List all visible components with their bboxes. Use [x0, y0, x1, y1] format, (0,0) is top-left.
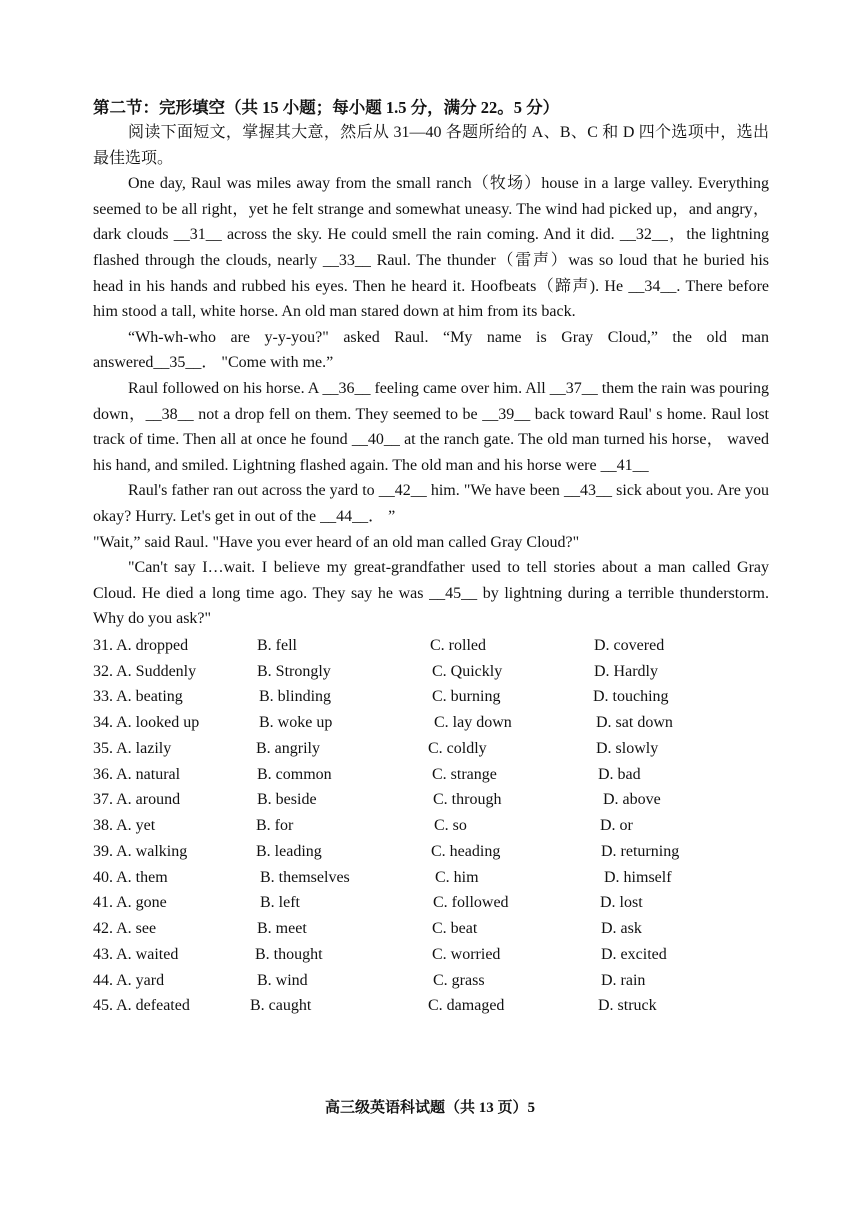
option-row-41 [93, 890, 769, 916]
option-b: B. wind [257, 971, 308, 989]
option-c: C. Quickly [432, 662, 503, 680]
option-d: D. or [600, 817, 633, 835]
option-b: B. fell [257, 636, 297, 654]
option-a: 42. A. see [93, 920, 157, 938]
option-b: B. thought [255, 945, 323, 963]
option-d: D. lost [600, 894, 643, 912]
option-a: 36. A. natural [93, 765, 181, 783]
option-b: B. angrily [256, 739, 320, 757]
option-b: B. beside [257, 791, 317, 809]
option-c: C. coldly [428, 739, 487, 757]
option-d: D. bad [598, 765, 641, 783]
option-d: D. above [603, 791, 661, 809]
option-row-34 [93, 710, 769, 736]
option-row-31 [93, 633, 769, 659]
option-row-40 [93, 865, 769, 891]
option-d: D. excited [601, 945, 667, 963]
option-row-36 [93, 762, 769, 788]
option-b: B. for [256, 817, 294, 835]
option-d: D. covered [594, 636, 665, 654]
option-c: C. through [433, 791, 502, 809]
option-c: C. beat [432, 920, 478, 938]
option-b: B. woke up [259, 714, 333, 732]
option-row-32 [93, 659, 769, 685]
option-b: B. leading [256, 842, 322, 860]
passage-paragraph-4: Raul's father ran out across the yard to __42__ him. "We have been __43__ sick about you. Are you okay? Hurry. Let's get in out of the __44__． ” [93, 482, 769, 525]
option-row-44 [93, 968, 769, 994]
option-a: 34. A. looked up [93, 714, 200, 732]
option-c: C. him [435, 868, 479, 886]
option-b: B. Strongly [257, 662, 331, 680]
option-d: D. touching [593, 688, 669, 706]
option-b: B. blinding [259, 688, 332, 706]
option-a: 31. A. dropped [93, 636, 189, 654]
option-a: 37. A. around [93, 791, 181, 809]
option-row-37 [93, 787, 769, 813]
option-d: D. ask [601, 920, 642, 938]
exam-page [93, 96, 769, 1019]
options-list [93, 633, 769, 1019]
option-a: 45. A. defeated [93, 997, 190, 1015]
option-a: 43. A. waited [93, 945, 179, 963]
option-a: 40. A. them [93, 868, 168, 886]
passage-paragraph-3: Raul followed on his horse. A __36__ feeling came over him. All __37__ them the rain was pouring down，__38__ not a drop fell on them. They seemed to be __39__ back toward Raul' s home. Raul lost track of time. Then all at once he found __40__ at the ranch gate. The old man turned his horse， waved his hand, and smiled. Lightning flashed again. The old man and his horse were __41__ [93, 379, 769, 474]
option-c: C. lay down [434, 714, 512, 732]
option-row-38 [93, 813, 769, 839]
option-row-39 [93, 839, 769, 865]
option-c: C. heading [431, 842, 501, 860]
option-d: D. Hardly [594, 662, 658, 680]
option-d: D. slowly [596, 739, 659, 757]
option-b: B. meet [257, 920, 307, 938]
passage-paragraph-5: "Wait,” said Raul. "Have you ever heard of an old man called Gray Cloud?" [93, 533, 580, 551]
option-c: C. so [434, 817, 467, 835]
option-row-33 [93, 684, 769, 710]
option-a: 38. A. yet [93, 817, 156, 835]
instruction-text: 阅读下面短文，掌握其大意，然后从 31—40 各题所给的 A、B、C 和 D 四个选项中，选出最佳选项。 [93, 124, 769, 167]
option-b: B. themselves [260, 868, 350, 886]
option-a: 41. A. gone [93, 894, 167, 912]
option-b: B. left [260, 894, 300, 912]
option-c: C. followed [433, 894, 509, 912]
option-d: D. sat down [596, 714, 673, 732]
option-c: C. damaged [428, 997, 505, 1015]
option-b: B. common [257, 765, 332, 783]
option-d: D. rain [601, 971, 646, 989]
option-c: C. grass [433, 971, 485, 989]
option-row-43 [93, 942, 769, 968]
option-a: 32. A. Suddenly [93, 662, 197, 680]
option-d: D. himself [604, 868, 672, 886]
option-b: B. caught [250, 997, 312, 1015]
option-d: D. returning [601, 842, 680, 860]
option-a: 39. A. walking [93, 842, 188, 860]
option-c: C. worried [432, 945, 501, 963]
section-heading: 第二节：完形填空（共 15 小题；每小题 1.5 分，满分 22。5 分） [93, 98, 560, 117]
option-a: 33. A. beating [93, 688, 183, 706]
option-row-35 [93, 736, 769, 762]
option-row-42 [93, 916, 769, 942]
passage-paragraph-6: "Can't say I…wait. I believe my great-grandfather used to tell stories about a man called Gray Cloud. He died a long time ago. They say he was __45__ by lightning during a terrible thunderstorm. Why do you ask?" [93, 559, 769, 628]
option-row-45 [93, 993, 769, 1019]
option-a: 35. A. lazily [93, 739, 172, 757]
option-a: 44. A. yard [93, 971, 165, 989]
option-c: C. strange [432, 765, 497, 783]
page-footer: 高三级英语科试题（共 13 页）5 [324, 1100, 535, 1116]
passage-paragraph-1: One day, Raul was miles away from the small ranch（牧场）house in a large valley. Everything seemed to be all right，yet he felt strange and somewhat uneasy. The wind had picked up，and angry，dark clouds __31__ across the sky. He could smell the rain coming. And it did. __32__，the lightning flashed through the clouds, nearly __33__ Raul. The thunder（雷声）was so loud that he buried his head in his hands and rubbed his eyes. Then he heard it. Hoofbeats（蹄声). He __34__. There before him stood a tall, white horse. An old man stared down at him from its back. [93, 175, 770, 321]
passage-paragraph-2: “Wh-wh-who are y-y-you?" asked Raul. “My name is Gray Cloud,” the old man answered__35__． "Come with me.” [93, 328, 769, 372]
option-d: D. struck [598, 997, 657, 1015]
option-c: C. rolled [430, 636, 486, 654]
option-c: C. burning [432, 688, 501, 706]
